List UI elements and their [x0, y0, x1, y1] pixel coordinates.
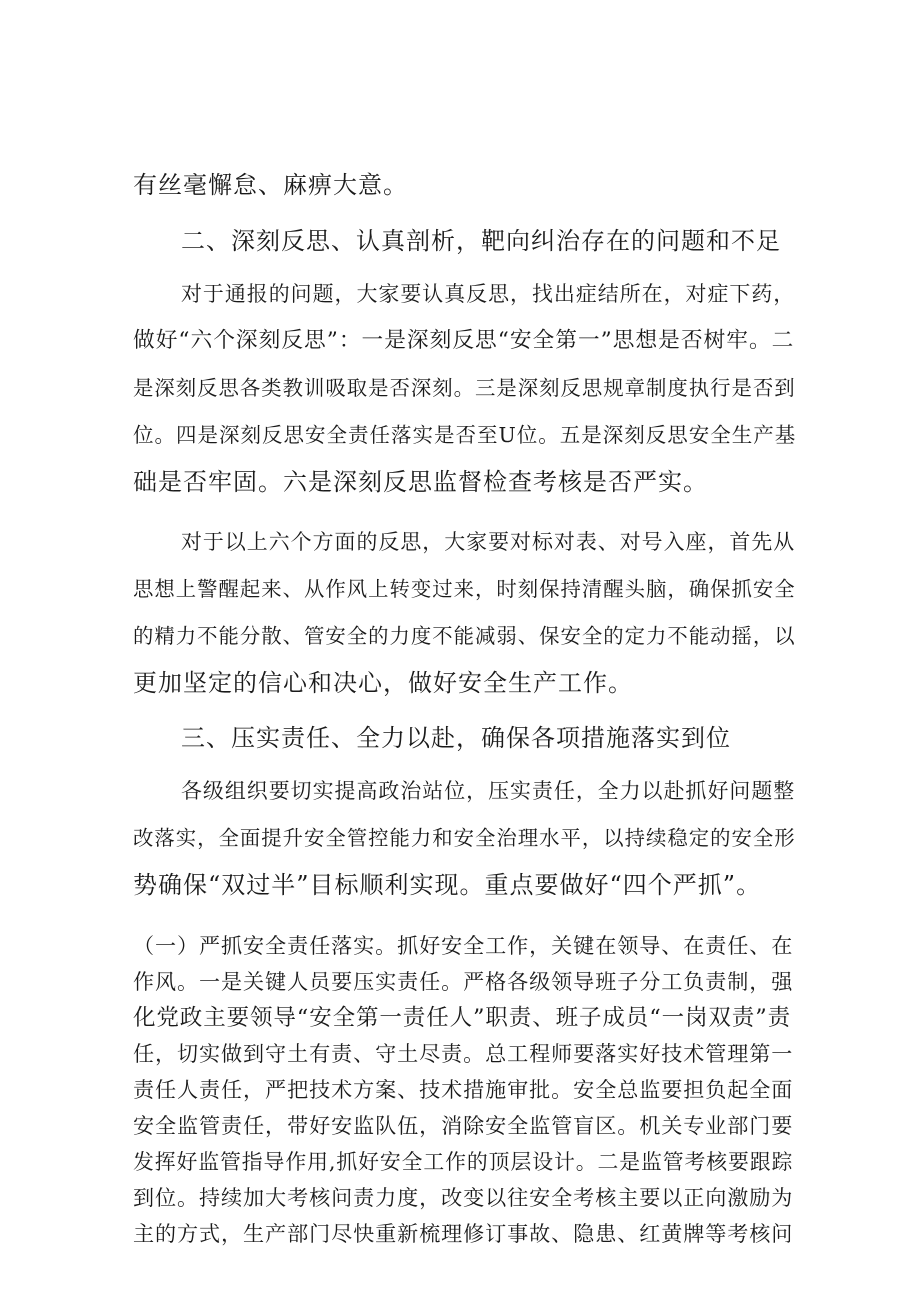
- paragraph-line: 是深刻反思各类教训吸取是否深刻。三是深刻反思规章制度执行是否到: [133, 376, 796, 400]
- section-heading-3: 三、压实责任、全力以赴，确保各项措施落实到位: [181, 724, 731, 752]
- paragraph-line: 更加坚定的信心和决心，做好安全生产工作。: [133, 669, 633, 697]
- paragraph-line: 势确保“双过半”目标顺利实现。重点要做好“四个严抓”。: [133, 871, 762, 899]
- subsection-line: 到位。持续加大考核问责力度，改变以往安全考核主要以正向激励为: [133, 1185, 794, 1210]
- paragraph-line: 础是否牢固。六是深刻反思监督检查考核是否严实。: [133, 468, 708, 496]
- paragraph-line: 的精力不能分散、管安全的力度不能减弱、保安全的定力不能动摇，以: [133, 624, 796, 648]
- paragraph-line: 对于以上六个方面的反思，大家要对标对表、对号入座，首先从: [181, 530, 796, 554]
- subsection-line: 发挥好监管指导作用,抓好安全工作的顶层设计。二是监管考核要跟踪: [133, 1150, 794, 1174]
- subsection-line: 安全监管责任，带好安监队伍，消除安全监管盲区。机关专业部门要: [133, 1113, 794, 1138]
- subsection-line: 主的方式，生产部门尽快重新梳理修订事故、隐患、红黄牌等考核问: [133, 1221, 794, 1246]
- paragraph-line: 对于通报的问题，大家要认真反思，找出症结所在，对症下药，: [181, 282, 796, 306]
- subsection-line: 化党政主要领导“安全第一责任人”职责、班子成员“一岗双责”责: [133, 1005, 792, 1031]
- paragraph-line: 思想上警醒起来、从作风上转变过来，时刻保持清醒头脑，确保抓安全: [133, 577, 796, 601]
- subsection-line: 责任人责任，严把技术方案、技术措施审批。安全总监要担负起全面: [133, 1077, 794, 1102]
- section-heading-2: 二、深刻反思、认真剖析，靶向纠治存在的问题和不足: [181, 227, 781, 255]
- subsection-line: （一）严抓安全责任落实。抓好安全工作，关键在领导、在责任、在: [133, 933, 794, 958]
- continuation-line: 有丝毫懈怠、麻痹大意。: [133, 171, 408, 199]
- paragraph-line: 做好“六个深刻反思”：一是深刻反思“安全第一”思想是否树牢。二: [133, 328, 795, 353]
- paragraph-line: 位。四是深刻反思安全责任落实是否至U位。五是深刻反思安全生产基: [133, 423, 797, 447]
- paragraph-line: 改落实，全面提升安全管控能力和安全治理水平，以持续稳定的安全形: [133, 826, 796, 850]
- subsection-line: 任，切实做到守土有责、守土尽责。总工程师要落实好技术管理第一: [133, 1041, 794, 1066]
- paragraph-line: 各级组织要切实提高政治站位，压实责任，全力以赴抓好问题整: [181, 779, 796, 803]
- subsection-line: 作风。一是关键人员要压实责任。严格各级领导班子分工负责制，强: [133, 969, 794, 994]
